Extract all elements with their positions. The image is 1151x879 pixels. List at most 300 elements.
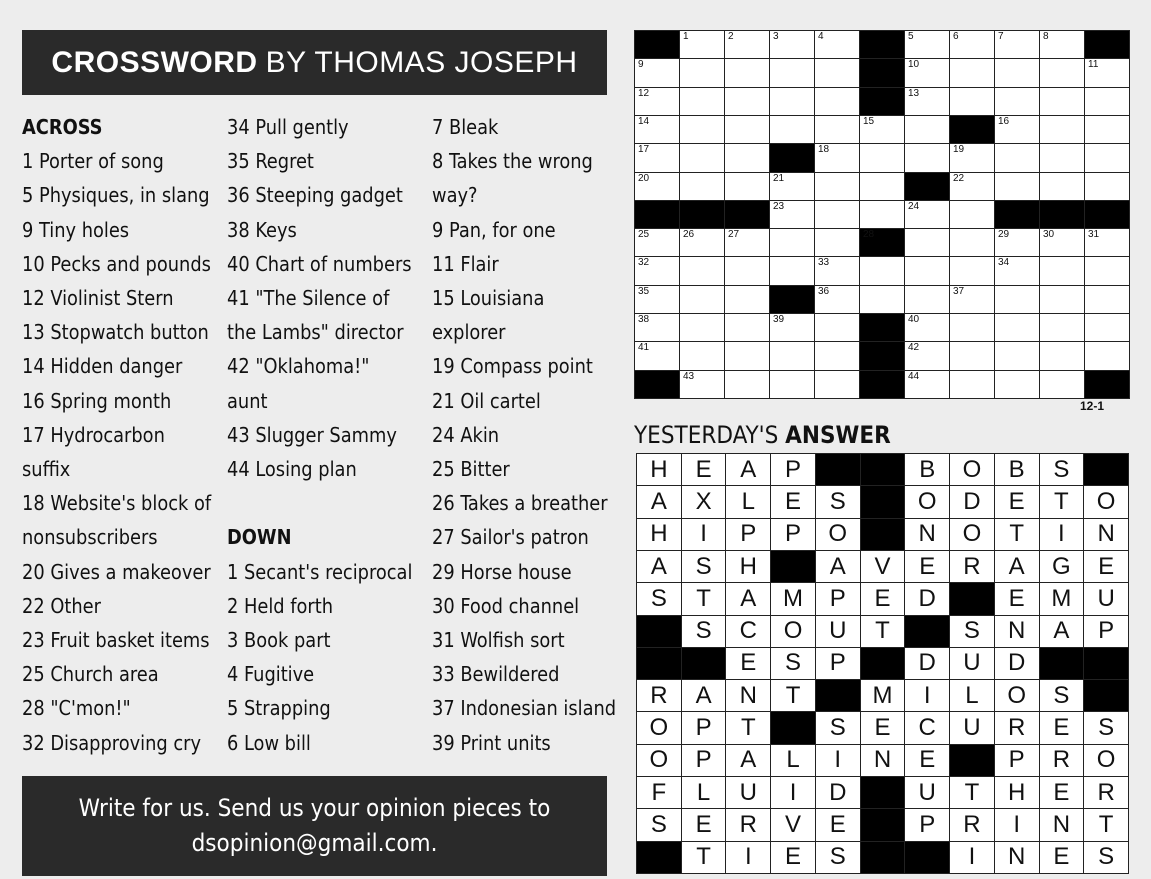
answer-title-bold: ANSWER [785,421,891,449]
answer-letter: I [994,808,1040,841]
grid-cell[interactable] [1084,87,1130,116]
answer-letter: F [636,776,682,809]
answer-letter: P [770,518,816,551]
answer-block [681,647,727,680]
answer-letter: P [725,518,771,551]
answer-block [860,776,906,809]
grid-cell[interactable] [814,172,860,201]
grid-cell[interactable] [679,115,725,144]
answer-letter: H [994,776,1040,809]
grid-cell[interactable] [949,370,995,399]
grid-block [679,200,725,229]
grid-cell[interactable] [949,285,995,314]
grid-cell[interactable] [994,143,1040,172]
answer-block [860,841,906,874]
grid-block [859,228,905,257]
grid-cell[interactable] [724,256,770,285]
clue-line: 18 Website's block of [22,491,212,516]
grid-cell[interactable] [994,313,1040,342]
grid-cell[interactable] [679,30,725,59]
grid-cell[interactable] [679,143,725,172]
grid-cell[interactable] [634,87,680,116]
answer-block [1083,453,1129,486]
grid-cell[interactable] [1039,256,1085,285]
clue-line: nonsubscribers [22,525,158,550]
grid-cell[interactable] [814,58,860,87]
grid-cell[interactable] [724,30,770,59]
clues-column-3 [432,110,630,760]
clue-number: 25 [638,229,650,241]
clue-number: 20 [638,172,650,184]
answer-letter: P [1083,615,1129,648]
grid-block [859,87,905,116]
clue-line: 32 Disapproving cry [22,730,201,755]
answer-letter: D [904,582,950,615]
grid-cell[interactable] [1084,256,1130,285]
answer-letter: E [904,550,950,583]
grid-cell[interactable] [679,370,725,399]
answer-letter: S [949,615,995,648]
answer-letter: E [770,485,816,518]
grid-cell[interactable] [814,228,860,257]
answer-letter: P [681,744,727,777]
answer-letter: G [1039,550,1085,583]
answer-letter: P [994,744,1040,777]
answer-letter: E [1039,841,1085,874]
grid-cell[interactable] [634,341,680,370]
grid-block [994,200,1040,229]
answer-letter: P [681,711,727,744]
clue-number: 3 [773,31,779,42]
clue-number: 32 [638,257,650,269]
answer-letter: O [1083,485,1129,518]
clue-line: 42 "Oklahoma!" [227,354,370,379]
answer-block [949,744,995,777]
grid-cell[interactable] [904,58,950,87]
grid-block [859,370,905,399]
grid-cell[interactable] [634,115,680,144]
answer-title [634,421,891,449]
grid-cell[interactable] [769,370,815,399]
grid-cell[interactable] [949,313,995,342]
clue-line: 37 Indonesian island [432,696,617,721]
grid-cell[interactable] [679,58,725,87]
answer-letter: S [681,615,727,648]
clue-number: 40 [908,314,920,326]
answer-letter: I [770,776,816,809]
grid-cell[interactable] [679,313,725,342]
clue-number: 34 [998,257,1010,269]
clues-column-1 [22,110,220,760]
grid-cell[interactable] [949,256,995,285]
grid-cell[interactable] [724,228,770,257]
answer-letter: N [1039,808,1085,841]
answer-letter: E [860,582,906,615]
answer-letter: T [1083,808,1129,841]
grid-cell[interactable] [1084,313,1130,342]
clue-line: 12 Violinist Stern [22,286,174,311]
answer-letter: S [636,808,682,841]
grid-cell[interactable] [904,370,950,399]
answer-letter: H [636,518,682,551]
answer-letter: E [994,582,1040,615]
grid-cell[interactable] [769,341,815,370]
grid-cell[interactable] [1084,228,1130,257]
clue-line: 15 Louisiana [432,286,545,311]
grid-cell[interactable] [994,58,1040,87]
grid-cell[interactable] [769,313,815,342]
answer-letter: P [904,808,950,841]
answer-letter: T [860,615,906,648]
clue-number: 18 [818,144,830,156]
grid-cell[interactable] [679,256,725,285]
answer-letter: P [770,453,816,486]
grid-cell[interactable] [1084,341,1130,370]
clue-line: 8 Takes the wrong [432,149,593,174]
grid-cell[interactable] [1039,370,1085,399]
answer-letter: N [1083,518,1129,551]
grid-cell[interactable] [859,200,905,229]
grid-block [634,200,680,229]
grid-cell[interactable] [1039,313,1085,342]
grid-cell[interactable] [679,341,725,370]
clue-line: 5 Strapping [227,696,331,721]
grid-cell[interactable] [904,87,950,116]
grid-cell[interactable] [769,200,815,229]
answer-letter: I [725,841,771,874]
clue-line: 20 Gives a makeover [22,559,211,584]
grid-cell[interactable] [634,172,680,201]
answer-letter: A [636,485,682,518]
header-title-byline: BY THOMAS JOSEPH [265,45,578,79]
clue-line: 31 Wolfish sort [432,628,565,653]
answer-letter: I [904,679,950,712]
answer-block [815,453,861,486]
answer-letter: D [994,647,1040,680]
grid-cell[interactable] [769,256,815,285]
answer-letter: N [994,841,1040,874]
answer-letter: O [904,485,950,518]
grid-cell[interactable] [1084,58,1130,87]
answer-letter: I [949,841,995,874]
answer-letter: O [636,711,682,744]
grid-cell[interactable] [1039,87,1085,116]
clue-line: 25 Church area [22,662,159,687]
grid-cell[interactable] [949,58,995,87]
grid-cell[interactable] [904,143,950,172]
answer-letter: A [636,550,682,583]
grid-cell[interactable] [679,228,725,257]
answer-letter: S [1039,453,1085,486]
answer-letter: S [636,582,682,615]
grid-cell[interactable] [1039,341,1085,370]
clue-number: 4 [818,31,824,42]
clue-line: 27 Sailor's patron [432,525,589,550]
grid-cell[interactable] [769,172,815,201]
answer-letter: R [725,808,771,841]
grid-cell[interactable] [994,115,1040,144]
grid-cell[interactable] [769,115,815,144]
answer-letter: T [1039,485,1085,518]
answer-letter: E [681,453,727,486]
grid-cell[interactable] [904,200,950,229]
clue-number: 8 [1043,31,1049,42]
grid-cell[interactable] [859,115,905,144]
answer-letter: U [815,615,861,648]
answer-letter: T [770,679,816,712]
grid-cell[interactable] [634,143,680,172]
clue-line: 23 Fruit basket items [22,628,210,653]
answer-letter: V [770,808,816,841]
grid-cell[interactable] [1039,228,1085,257]
grid-cell[interactable] [994,370,1040,399]
answer-letter: X [681,485,727,518]
grid-cell[interactable] [949,87,995,116]
answer-block [636,615,682,648]
clue-line: 29 Horse house [432,559,572,584]
answer-letter: O [815,518,861,551]
answer-letter: A [725,453,771,486]
grid-cell[interactable] [859,172,905,201]
answer-letter: S [815,485,861,518]
grid-cell[interactable] [634,228,680,257]
clue-heading: ACROSS [22,115,103,139]
grid-block [634,370,680,399]
answer-letter: E [994,485,1040,518]
clue-number: 12 [638,87,650,99]
grid-cell[interactable] [634,256,680,285]
grid-cell[interactable] [994,87,1040,116]
grid-cell[interactable] [994,285,1040,314]
answer-letter: E [770,841,816,874]
clue-line: 3 Book part [227,628,331,653]
answer-block [1039,647,1085,680]
answer-letter: O [949,453,995,486]
grid-cell[interactable] [949,228,995,257]
grid-cell[interactable] [769,87,815,116]
clue-line: 33 Bewildered [432,662,560,687]
clue-number: 37 [953,285,965,297]
grid-cell[interactable] [679,285,725,314]
grid-cell[interactable] [949,341,995,370]
answer-letter: E [904,744,950,777]
grid-cell[interactable] [769,58,815,87]
clue-line: the Lambs" director [227,320,404,345]
clue-number: 30 [1043,229,1055,241]
answer-letter: E [681,808,727,841]
answer-block [636,647,682,680]
answer-letter: U [949,711,995,744]
grid-cell[interactable] [1039,285,1085,314]
clue-number: 38 [638,314,650,326]
grid-cell[interactable] [949,143,995,172]
grid-cell[interactable] [1084,285,1130,314]
clue-line: explorer [432,320,506,345]
grid-cell[interactable] [679,172,725,201]
clue-number: 41 [638,342,650,354]
grid-cell[interactable] [994,341,1040,370]
grid-cell[interactable] [994,30,1040,59]
clue-line: 6 Low bill [227,730,311,755]
grid-cell[interactable] [814,143,860,172]
answer-letter: T [994,518,1040,551]
grid-cell[interactable] [814,313,860,342]
grid-cell[interactable] [1039,143,1085,172]
answer-letter: D [904,647,950,680]
grid-cell[interactable] [724,87,770,116]
puzzle-id: 12-1 [1080,399,1105,413]
grid-cell[interactable] [724,341,770,370]
grid-cell[interactable] [814,87,860,116]
grid-cell[interactable] [1039,30,1085,59]
clues-column-2 [227,110,425,760]
grid-cell[interactable] [994,172,1040,201]
clue-line: 39 Print units [432,730,551,755]
grid-cell[interactable] [904,285,950,314]
answer-letter: R [636,679,682,712]
grid-cell[interactable] [769,30,815,59]
grid-cell[interactable] [769,228,815,257]
grid-cell[interactable] [724,115,770,144]
grid-cell[interactable] [1039,172,1085,201]
grid-cell[interactable] [1039,58,1085,87]
answer-letter: I [1039,518,1085,551]
grid-block [1084,30,1130,59]
grid-cell[interactable] [904,115,950,144]
clue-line: 16 Spring month [22,388,172,413]
grid-cell[interactable] [1084,115,1130,144]
grid-cell[interactable] [814,256,860,285]
answer-letter: O [949,518,995,551]
answer-letter: M [770,582,816,615]
grid-cell[interactable] [814,370,860,399]
grid-block [1039,200,1085,229]
clue-number: 13 [908,87,920,99]
answer-letter: P [815,647,861,680]
grid-block [859,30,905,59]
grid-cell[interactable] [634,285,680,314]
grid-cell[interactable] [724,313,770,342]
grid-cell[interactable] [814,200,860,229]
grid-cell[interactable] [1039,115,1085,144]
grid-cell[interactable] [634,58,680,87]
grid-cell[interactable] [904,256,950,285]
clue-line: 43 Slugger Sammy [227,422,397,447]
answer-letter: U [949,647,995,680]
answer-letter: S [815,841,861,874]
answer-letter: T [681,841,727,874]
clue-line: 34 Pull gently [227,115,349,139]
answer-letter: C [725,615,771,648]
grid-cell[interactable] [949,30,995,59]
answer-block [860,808,906,841]
answer-letter: A [725,744,771,777]
answer-letter: B [904,453,950,486]
clue-number: 29 [998,229,1010,241]
grid-cell[interactable] [904,228,950,257]
grid-cell[interactable] [1084,143,1130,172]
grid-cell[interactable] [859,256,905,285]
grid-block [724,200,770,229]
clue-line: 35 Regret [227,149,314,174]
answer-letter: D [815,776,861,809]
crossword-header [22,30,607,95]
clue-line: 17 Hydrocarbon [22,422,165,447]
answer-letter: S [1083,711,1129,744]
answer-letter: T [949,776,995,809]
grid-block [859,58,905,87]
answer-block [860,518,906,551]
clue-line: suffix [22,457,71,482]
grid-block [634,30,680,59]
grid-cell[interactable] [994,228,1040,257]
grid-cell[interactable] [859,285,905,314]
grid-cell[interactable] [904,313,950,342]
answer-letter: U [725,776,771,809]
answer-block [860,647,906,680]
answer-letter: N [860,744,906,777]
grid-cell[interactable] [814,30,860,59]
clue-line: 30 Food channel [432,593,580,618]
clue-number: 35 [638,285,650,297]
clue-line: 9 Tiny holes [22,217,130,242]
footer-line-1: Write for us. Send us your opinion pieces to [78,794,551,822]
grid-cell[interactable] [859,143,905,172]
clue-number: 16 [998,115,1010,127]
clue-number: 5 [908,31,914,42]
clue-number: 33 [818,257,830,269]
clue-number: 17 [638,144,650,156]
answer-letter: R [949,550,995,583]
grid-cell[interactable] [814,285,860,314]
grid-cell[interactable] [904,30,950,59]
grid-cell[interactable] [904,341,950,370]
grid-cell[interactable] [724,143,770,172]
answer-letter: S [1083,841,1129,874]
grid-block [1084,370,1130,399]
grid-cell[interactable] [679,87,725,116]
clue-line: 1 Porter of song [22,149,164,174]
clue-line [227,486,425,520]
grid-cell[interactable] [724,370,770,399]
grid-cell[interactable] [1084,172,1130,201]
answer-letter: R [1039,744,1085,777]
clue-line: aunt [227,388,268,413]
grid-cell[interactable] [724,172,770,201]
answer-letter: B [994,453,1040,486]
grid-cell[interactable] [994,256,1040,285]
grid-cell[interactable] [724,285,770,314]
answer-letter: S [815,711,861,744]
answer-block [815,679,861,712]
clue-number: 11 [1088,59,1099,71]
clue-number: 6 [953,31,959,42]
clue-number: 44 [908,370,920,382]
answer-title-normal: YESTERDAY'S [634,421,779,449]
grid-cell[interactable] [949,172,995,201]
clue-line: 41 "The Silence of [227,286,390,311]
grid-block [769,285,815,314]
grid-cell[interactable] [814,341,860,370]
grid-cell[interactable] [814,115,860,144]
answer-letter: A [1039,615,1085,648]
grid-cell[interactable] [634,313,680,342]
clue-number: 36 [818,285,830,297]
grid-cell[interactable] [949,200,995,229]
clue-line: 44 Losing plan [227,457,357,482]
grid-cell[interactable] [724,58,770,87]
clue-number: 9 [638,59,644,71]
